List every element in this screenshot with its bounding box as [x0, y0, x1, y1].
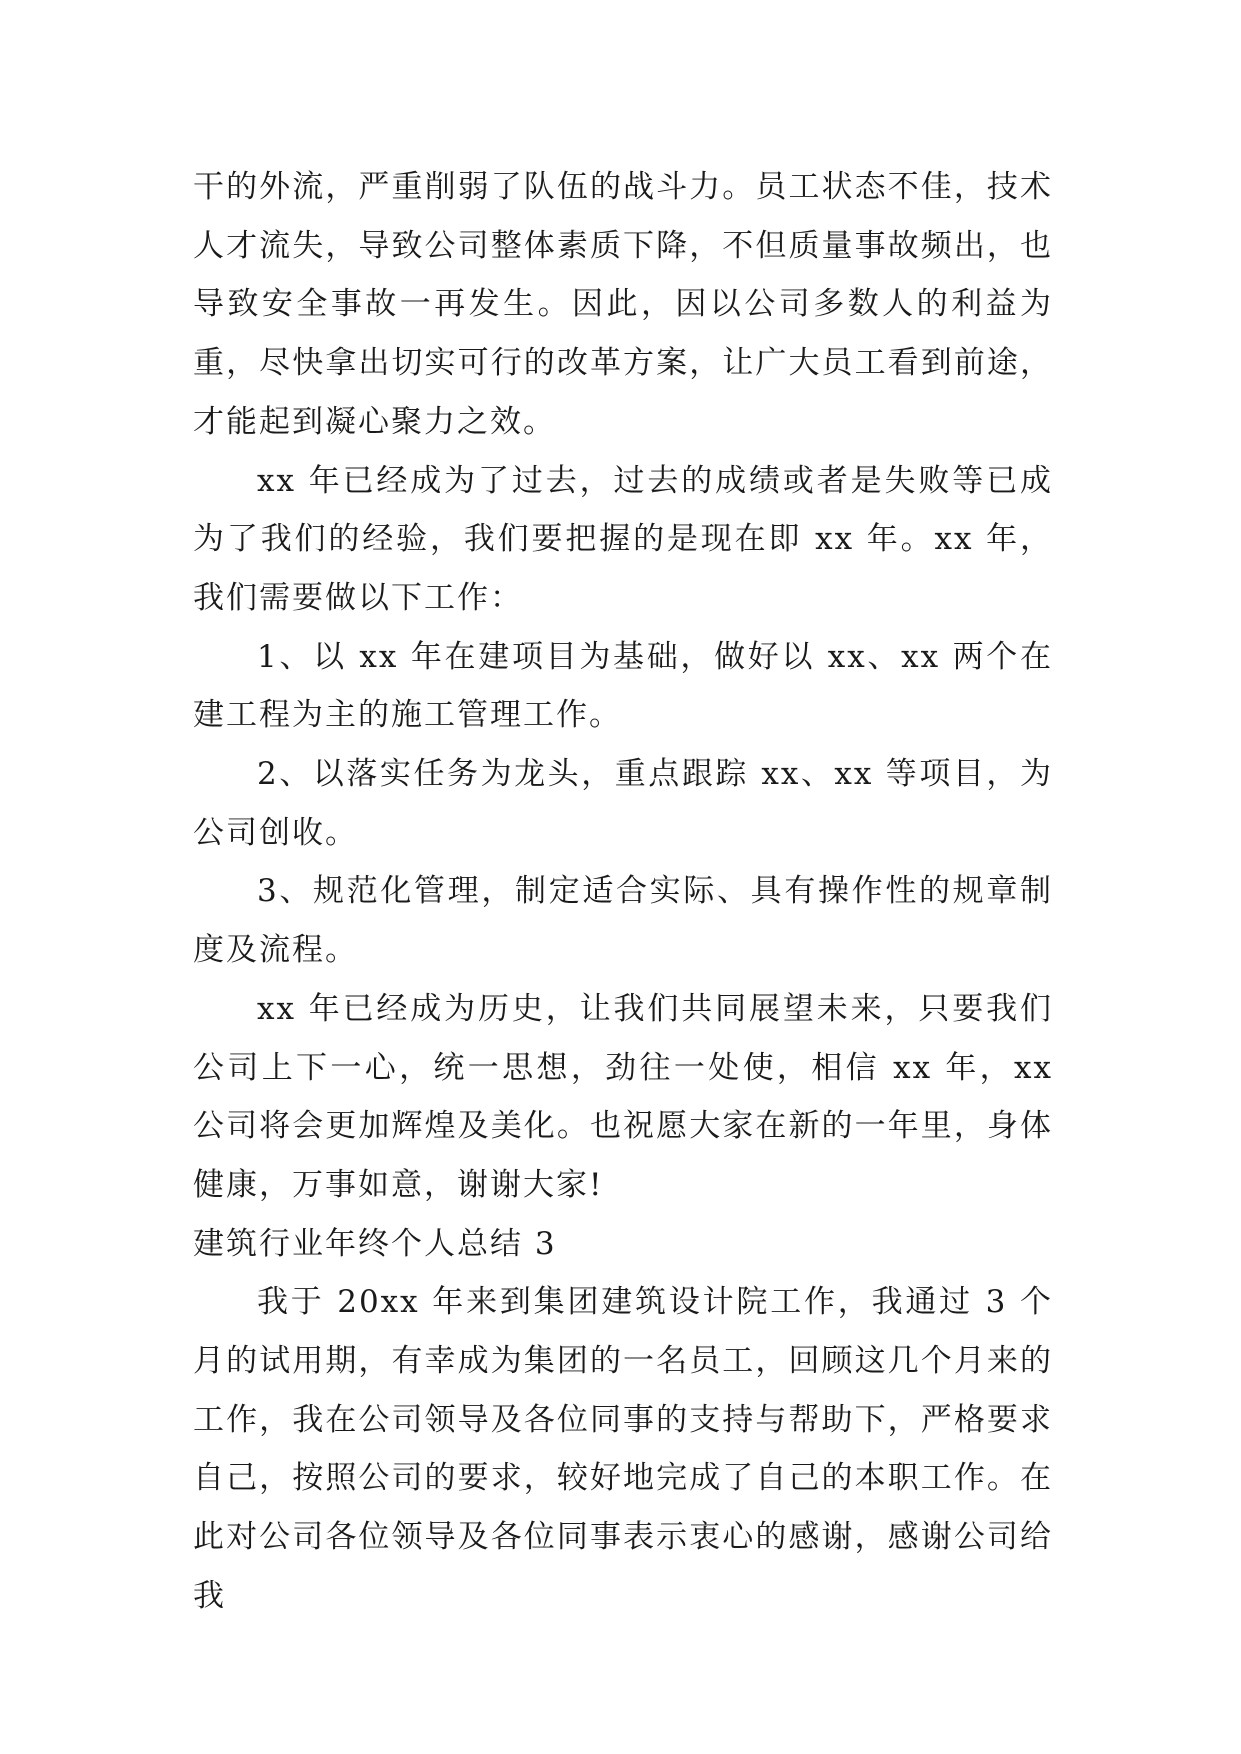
paragraph-closing: xx 年已经成为历史，让我们共同展望未来，只要我们公司上下一心，统一思想，劲往一处使，相信 xx 年，xx 公司将会更加辉煌及美化。也祝愿大家在新的一年里，身体健康，万事如意，谢谢大家! [193, 990, 1053, 1203]
list-item-1: 1、以 xx 年在建项目为基础，做好以 xx、xx 两个在建工程为主的施工管理工作。 [193, 638, 1053, 734]
list-item-2: 2、以落实任务为龙头，重点跟踪 xx、xx 等项目，为公司创收。 [193, 756, 1053, 851]
section-title: 建筑行业年终个人总结 3 [193, 1225, 557, 1262]
paragraph-past-year: xx 年已经成为了过去，过去的成绩或者是失败等已成为了我们的经验，我们要把握的是现在即 xx 年。xx 年，我们需要做以下工作： [193, 462, 1053, 616]
list-item-3: 3、规范化管理，制定适合实际、具有操作性的规章制度及流程。 [193, 873, 1053, 969]
paragraph-section-intro: 我于 20xx 年来到集团建筑设计院工作，我通过 3 个月的试用期，有幸成为集团的一名员工，回顾这几个月来的工作，我在公司领导及各位同事的支持与帮助下，严格要求自己，按照公司的要求，较好地完成了自己的本职工作。在此对公司各位领导及各位同事表示衷心的感谢，感谢公司给我 [193, 1284, 1053, 1614]
document-body [193, 158, 1053, 1626]
paragraph-continued: 干的外流，严重削弱了队伍的战斗力。员工状态不佳，技术人才流失，导致公司整体素质下降，不但质量事故频出，也导致安全事故一再发生。因此，因以公司多数人的利益为重，尽快拿出切实可行的改革方案，让广大员工看到前途，才能起到凝心聚力之效。 [193, 169, 1053, 440]
